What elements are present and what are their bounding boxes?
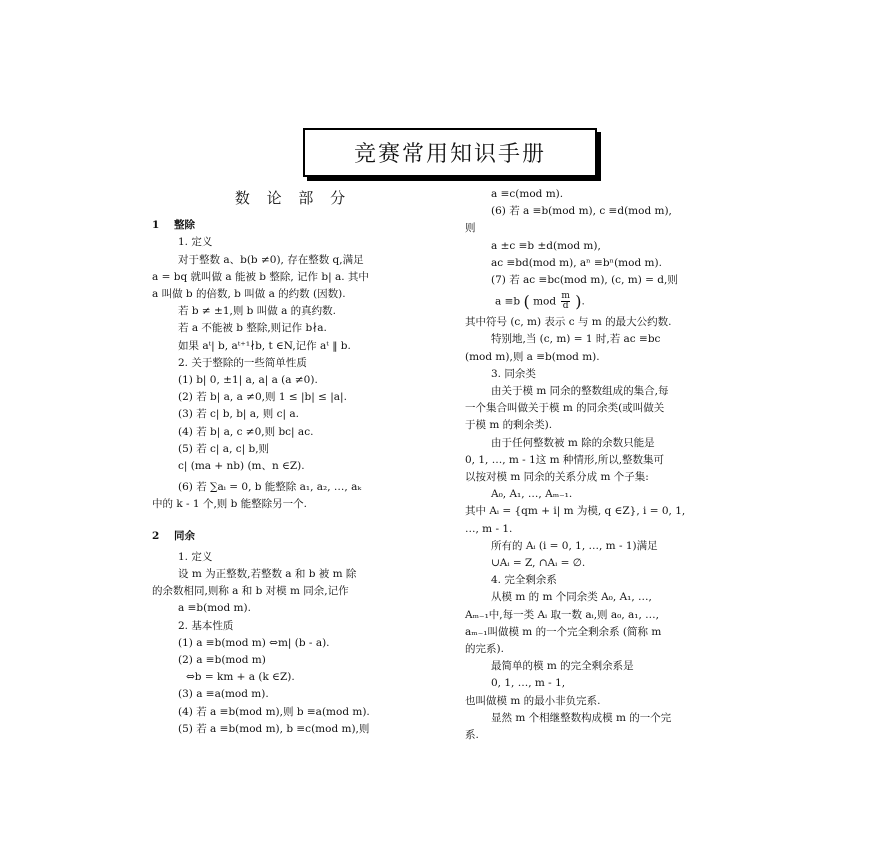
text-line: (5) 若 a ≡b(mod m), b ≡c(mod m),则 — [178, 722, 370, 735]
left-column — [152, 186, 434, 738]
text-line: a ≡b(mod m). — [178, 602, 251, 615]
section-label: 同余 — [174, 529, 195, 542]
text-line: (1) a ≡b(mod m) ⇔m| (b - a). — [178, 636, 330, 649]
text-line: 0, 1, …, m - 1这 m 种情形,所以,整数集可 — [465, 453, 665, 466]
text-line: c| (ma + nb) (m、n ∈Z). — [178, 460, 305, 473]
text-line: (3) a ≡a(mod m). — [178, 688, 269, 701]
text-line: 若 a 不能被 b 整除,则记作 b∤a. — [178, 322, 327, 335]
text-line: 0, 1, …, m - 1, — [491, 677, 566, 690]
text-line: 对于整数 a、b(b ≠0), 存在整数 q,满足 — [178, 253, 364, 266]
text-line: (mod m),则 a ≡b(mod m). — [465, 350, 600, 363]
text-line: 2. 基本性质 — [178, 619, 234, 632]
section-heading-divisibility — [152, 217, 434, 234]
text-line: (2) a ≡b(mod m) — [178, 654, 266, 667]
text-line: 其中符号 (c, m) 表示 c 与 m 的最大公约数. — [465, 316, 672, 329]
text-line: aₘ₋₁叫做模 m 的一个完全剩余系 (简称 m — [465, 625, 662, 638]
text-line: 4. 完全剩余系 — [491, 574, 557, 587]
text-line: 显然 m 个相继整数构成模 m 的一个完 — [491, 711, 672, 724]
text-line: a = bq 就叫做 a 能被 b 整除, 记作 b| a. 其中 — [152, 270, 369, 283]
handbook-title: 竞赛常用知识手册 — [303, 128, 597, 177]
text-line: 设 m 为正整数,若整数 a 和 b 被 m 除 — [178, 568, 357, 581]
text-line: (4) 若 b| a, c ≠0,则 bc| ac. — [178, 425, 314, 438]
part-title: 数 论 部 分 — [234, 189, 352, 207]
text-line: 若 b ≠ ±1,则 b 叫做 a 的真约数. — [178, 305, 337, 318]
text-line: 的完系). — [465, 643, 504, 656]
modulus-formula: a ≡b ( mod $\frac{m}{d}$ ). — [495, 291, 585, 312]
text-line: 3. 同余类 — [491, 367, 536, 380]
text-line: (2) 若 b| a, a ≠0,则 1 ≤ |b| ≤ |a|. — [178, 391, 347, 404]
text-line: a ≡c(mod m). — [491, 188, 564, 200]
text-line: (4) 若 a ≡b(mod m),则 b ≡a(mod m). — [178, 705, 370, 718]
section-number: 1 — [152, 219, 160, 232]
text-line: 一个集合叫做关于模 m 的同余类(或叫做关 — [465, 402, 665, 415]
text-line: ac ≡bd(mod m), aⁿ ≡bⁿ(mod m). — [491, 256, 662, 269]
text-line: 中的 k - 1 个,则 b 能整除另一个. — [152, 498, 308, 511]
text-line: 1. 定义 — [178, 550, 213, 563]
fraction-denominator: d — [562, 301, 569, 312]
text-line: 2. 关于整除的一些简单性质 — [178, 356, 307, 369]
text-line: ⇔b = km + a (k ∈Z). — [186, 671, 295, 684]
text-line: 其中 Aᵢ = {qm + i| m 为模, q ∈Z}, i = 0, 1, — [465, 505, 686, 518]
text-line: (6) 若 ∑aᵢ = 0, b 能整除 a₁, a₂, …, aₖ — [178, 481, 362, 494]
text-line: a 叫做 b 的倍数, b 叫做 a 的约数 (因数). — [152, 288, 346, 301]
text-line: 则 — [465, 222, 476, 235]
text-line: Aₘ₋₁中,每一类 Aᵢ 取一数 aᵢ,则 a₀, a₁, …, — [465, 608, 659, 621]
text-line: 最简单的模 m 的完全剩余系是 — [491, 660, 634, 673]
text-line: (6) 若 a ≡b(mod m), c ≡d(mod m), — [491, 205, 672, 218]
text-line: (5) 若 c| a, c| b,则 — [178, 442, 270, 455]
fraction-numerator: m — [561, 291, 570, 302]
text-line: A₀, A₁, …, Aₘ₋₁. — [491, 488, 573, 501]
fraction-m-over-d — [561, 292, 570, 311]
text-line: (1) b| 0, ±1| a, a| a (a ≠0). — [178, 374, 318, 387]
formula-left: a ≡b — [495, 295, 521, 308]
section-heading-congruence — [152, 528, 434, 545]
text-line: …, m - 1. — [465, 522, 513, 535]
text-line: 1. 定义 — [178, 236, 213, 249]
section-number: 2 — [152, 529, 160, 542]
text-line: (7) 若 ac ≡bc(mod m), (c, m) = d,则 — [491, 274, 678, 287]
text-line: 也叫做模 m 的最小非负完系. — [465, 694, 601, 707]
text-line: 以按对模 m 同余的关系分成 m 个子集: — [465, 471, 649, 484]
text-line: 于模 m 的剩余类). — [465, 419, 553, 432]
text-line: 的余数相同,则称 a 和 b 对模 m 同余,记作 — [152, 585, 349, 598]
formula-mod: mod — [533, 295, 557, 308]
text-line: 从模 m 的 m 个同余类 A₀, A₁, …, — [491, 591, 652, 604]
text-line: 由于任何整数被 m 除的余数只能是 — [491, 436, 655, 449]
text-line: 所有的 Aᵢ (i = 0, 1, …, m - 1)满足 — [491, 539, 658, 552]
text-line: 特别地,当 (c, m) = 1 时,若 ac ≡bc — [491, 333, 661, 346]
text-line: 由关于模 m 同余的整数组成的集合,每 — [491, 385, 669, 398]
text-line: (3) 若 c| b, b| a, 则 c| a. — [178, 408, 299, 421]
section-label: 整除 — [174, 219, 195, 232]
text-line: ∪Aᵢ = Z, ∩Aᵢ = ∅. — [491, 557, 586, 570]
text-line: a ±c ≡b ±d(mod m), — [491, 239, 601, 252]
right-column — [465, 186, 755, 744]
text-line: 如果 aᵗ| b, aᵗ⁺¹∤b, t ∈N,记作 aᵗ ‖ b. — [178, 339, 351, 352]
text-line: 系. — [465, 729, 479, 742]
